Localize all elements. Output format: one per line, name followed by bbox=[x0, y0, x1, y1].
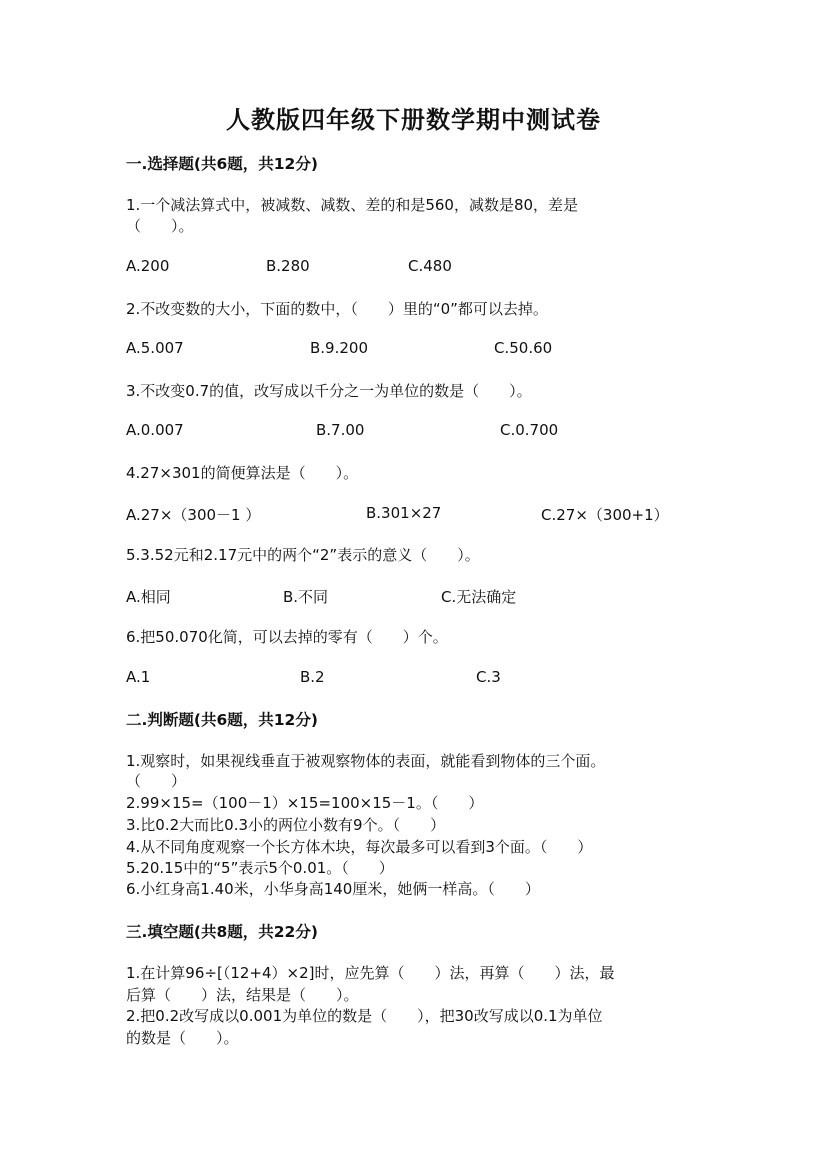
section-heading-fill: 三.填空题(共8题，共22分) bbox=[126, 923, 318, 941]
option-b: B.7.00 bbox=[316, 421, 365, 439]
option-b: B.280 bbox=[266, 257, 310, 275]
option-a: A.0.007 bbox=[126, 421, 184, 439]
option-b: B.不同 bbox=[283, 588, 329, 606]
question-text: 5.3.52元和2.17元中的两个“2”表示的意义（ ）。 bbox=[126, 546, 480, 564]
question-text: 3.不改变0.7的值，改写成以千分之一为单位的数是（ ）。 bbox=[126, 382, 532, 400]
option-a: A.相同 bbox=[126, 588, 171, 606]
question-text: （ ）。 bbox=[126, 217, 194, 235]
option-c: C.0.700 bbox=[500, 421, 559, 439]
judgement-line: （ ） bbox=[126, 772, 187, 790]
judgement-line: 5.20.15中的“5”表示5个0.01。（ ） bbox=[126, 859, 394, 877]
question-text: 2.不改变数的大小，下面的数中，（ ）里的“0”都可以去掉。 bbox=[126, 300, 548, 318]
fill-line: 的数是（ ）。 bbox=[126, 1029, 239, 1047]
option-a: A.1 bbox=[126, 668, 151, 686]
fill-line: 1.在计算96÷[（12+4）×2]时，应先算（ ）法，再算（ ）法，最 bbox=[126, 964, 615, 982]
section-heading-choice: 一.选择题(共6题，共12分) bbox=[126, 155, 318, 173]
judgement-line: 6.小红身高1.40米，小华身高140厘米，她俩一样高。（ ） bbox=[126, 880, 540, 898]
option-a: A.27×（300－1 ） bbox=[126, 506, 261, 524]
question-text: 4.27×301的简便算法是（ ）。 bbox=[126, 464, 359, 482]
fill-line: 后算（ ）法，结果是（ ）。 bbox=[126, 986, 359, 1004]
option-a: A.5.007 bbox=[126, 339, 184, 357]
option-a: A.200 bbox=[126, 257, 170, 275]
section-heading-judgement: 二.判断题(共6题，共12分) bbox=[126, 711, 318, 729]
judgement-line: 1.观察时，如果视线垂直于被观察物体的表面，就能看到物体的三个面。 bbox=[126, 752, 606, 770]
option-c: C.无法确定 bbox=[441, 588, 517, 606]
fill-line: 2.把0.2改写成以0.001为单位的数是（ ），把30改写成以0.1为单位 bbox=[126, 1007, 603, 1025]
question-text: 1.一个减法算式中，被减数、减数、差的和是560，减数是80，差是 bbox=[126, 196, 579, 214]
option-b: B.9.200 bbox=[310, 339, 369, 357]
option-c: C.3 bbox=[476, 668, 501, 686]
option-c: C.50.60 bbox=[494, 339, 553, 357]
option-b: B.301×27 bbox=[366, 504, 442, 522]
judgement-line: 4.从不同角度观察一个长方体木块，每次最多可以看到3个面。（ ） bbox=[126, 838, 593, 856]
option-c: C.27×（300+1） bbox=[541, 506, 669, 524]
page-title: 人教版四年级下册数学期中测试卷 bbox=[226, 105, 601, 134]
judgement-line: 2.99×15=（100－1）×15=100×15－1。（ ） bbox=[126, 794, 484, 812]
question-text: 6.把50.070化简，可以去掉的零有（ ）个。 bbox=[126, 628, 448, 646]
judgement-line: 3.比0.2大而比0.3小的两位小数有9个。（ ） bbox=[126, 816, 446, 834]
option-b: B.2 bbox=[300, 668, 325, 686]
option-c: C.480 bbox=[408, 257, 452, 275]
